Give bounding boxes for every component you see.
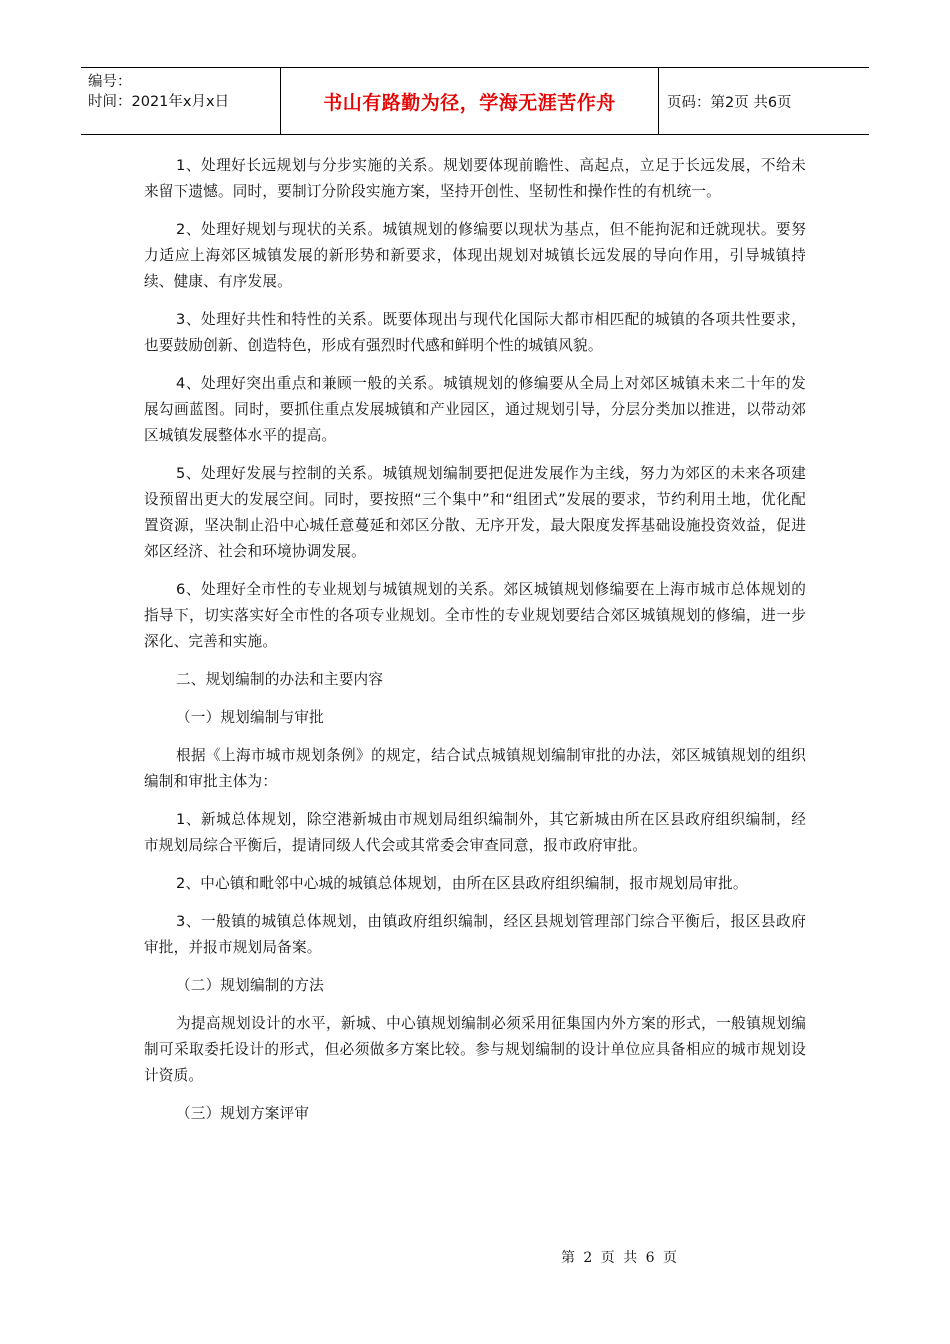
document-body xyxy=(144,153,806,1139)
time-label: 时间：2021年x月x日 xyxy=(88,94,230,110)
header-page-info: 页码：第2页 共6页 xyxy=(667,94,792,111)
subsection-heading-1: （一）规划编制与审批 xyxy=(176,709,324,726)
section-heading-2: 二、规划编制的办法和主要内容 xyxy=(176,671,384,688)
paragraph-9: 2、中心镇和毗邻中心城的城镇总体规划，由所在区县政府组织编制，报市规划局审批。 xyxy=(176,875,748,892)
paragraph-6: 6、处理好全市性的专业规划与城镇规划的关系。郊区城镇规划修编要在上海市城市总体规划的指导下，切实落实好全市性的各项专业规划。全市性的专业规划要结合郊区城镇规划的修编，进一步深化、完善和实施。 xyxy=(144,581,806,650)
paragraph-11: 为提高规划设计的水平，新城、中心镇规划编制必须采用征集国内外方案的形式，一般镇规划编制可采取委托设计的形式，但必须做多方案比较。参与规划编制的设计单位应具备相应的城市规划设计资质。 xyxy=(144,1015,806,1084)
header-table xyxy=(81,67,869,135)
paragraph-1: 1、处理好长远规划与分步实施的关系。规划要体现前瞻性、高起点，立足于长远发展，不给未来留下遗憾。同时，要制订分阶段实施方案，坚持开创性、坚韧性和操作性的有机统一。 xyxy=(144,157,806,200)
page-footer: 第 2 页 共 6 页 xyxy=(560,1250,680,1266)
number-label: 编号： xyxy=(88,74,132,90)
paragraph-7: 根据《上海市城市规划条例》的规定，结合试点城镇规划编制审批的办法，郊区城镇规划的组织编制和审批主体为： xyxy=(144,747,806,790)
paragraph-5: 5、处理好发展与控制的关系。城镇规划编制要把促进发展作为主线，努力为郊区的未来各项建设预留出更大的发展空间。同时，要按照“三个集中”和“组团式”发展的要求，节约利用土地，优化配置资源，坚决制止沿中心城任意蔓延和郊区分散、无序开发，最大限度发挥基础设施投资效益，促进郊区经济、社会和环境协调发展。 xyxy=(144,465,806,560)
header-motto: 书山有路勤为径，学海无涯苦作舟 xyxy=(281,68,659,134)
paragraph-2: 2、处理好规划与现状的关系。城镇规划的修编要以现状为基点，但不能拘泥和迁就现状。要努力适应上海郊区城镇发展的新形势和新要求，体现出规划对城镇长远发展的导向作用，引导城镇持续、健康、有序发展。 xyxy=(144,221,806,290)
paragraph-8: 1、新城总体规划，除空港新城由市规划局组织编制外，其它新城由所在区县政府组织编制，经市规划局综合平衡后，提请同级人代会或其常委会审查同意，报市政府审批。 xyxy=(144,811,806,854)
header-left-cell xyxy=(81,68,281,134)
subsection-heading-2: （二）规划编制的方法 xyxy=(176,977,324,994)
paragraph-3: 3、处理好共性和特性的关系。既要体现出与现代化国际大都市相匹配的城镇的各项共性要求，也要鼓励创新、创造特色，形成有强烈时代感和鲜明个性的城镇风貌。 xyxy=(144,311,806,354)
subsection-heading-3: （三）规划方案评审 xyxy=(176,1105,310,1122)
paragraph-10: 3、一般镇的城镇总体规划，由镇政府组织编制，经区县规划管理部门综合平衡后，报区县政府审批，并报市规划局备案。 xyxy=(144,913,806,956)
paragraph-4: 4、处理好突出重点和兼顾一般的关系。城镇规划的修编要从全局上对郊区城镇未来二十年的发展勾画蓝图。同时，要抓住重点发展城镇和产业园区，通过规划引导，分层分类加以推进，以带动郊区城镇发展整体水平的提高。 xyxy=(144,375,806,444)
